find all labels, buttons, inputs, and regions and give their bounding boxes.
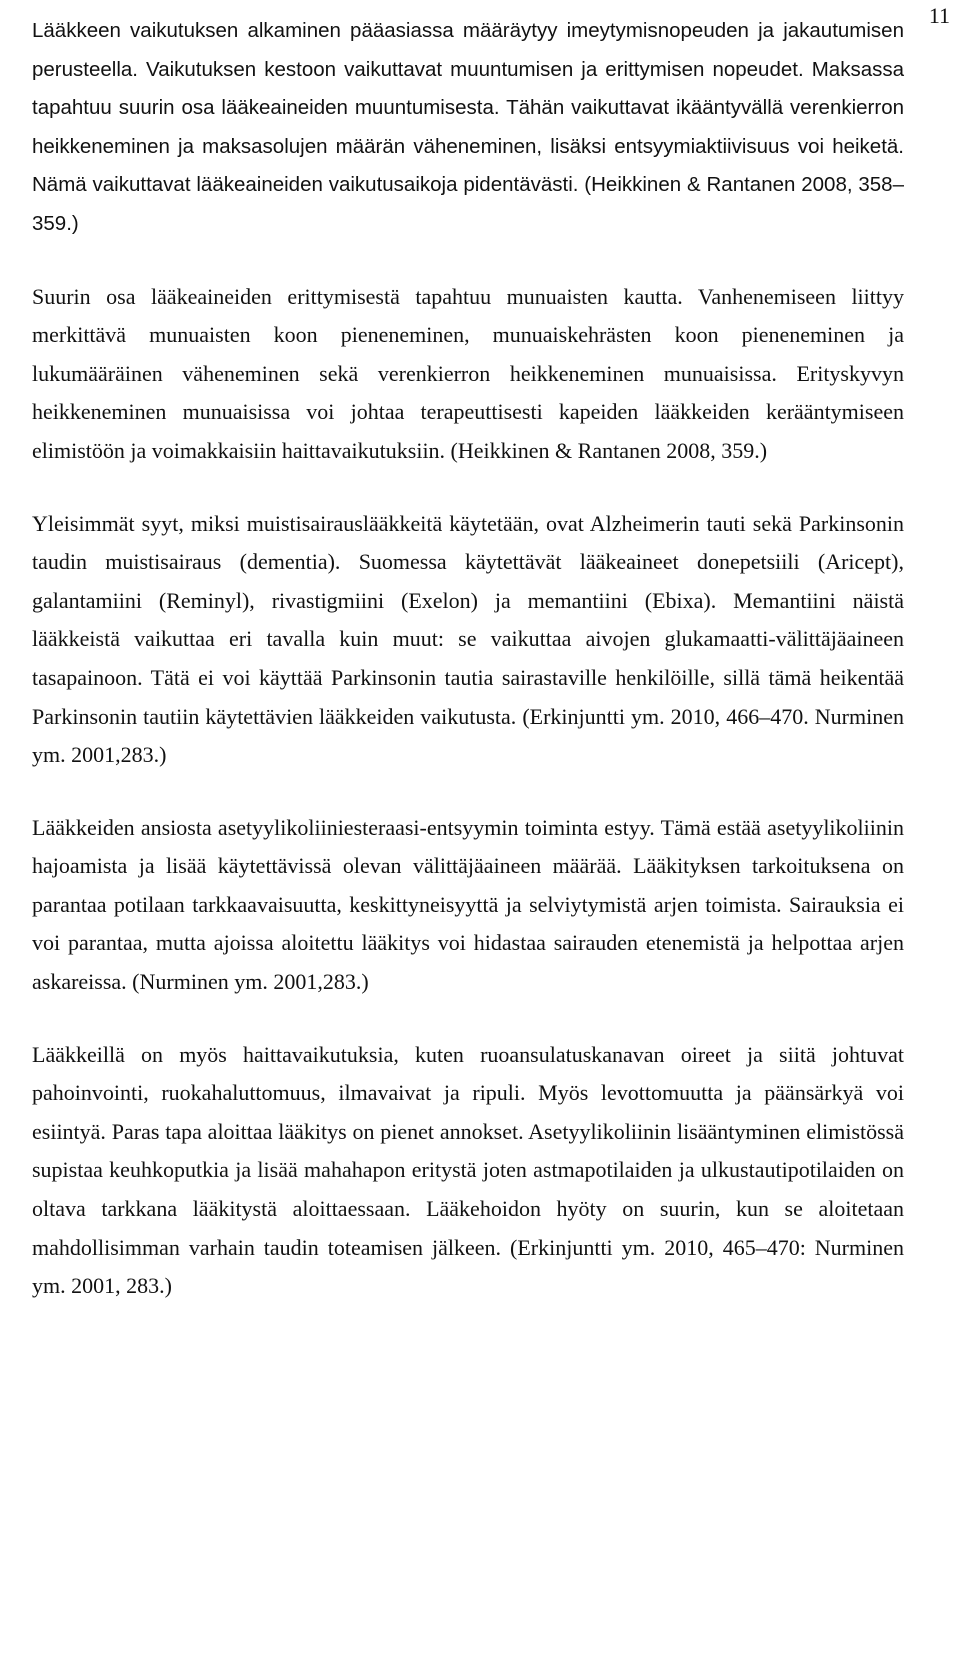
paragraph-side-effects: Lääkkeillä on myös haittavaikutuksia, kuten ruoansulatuskanavan oireet ja siitä johtuvat pahoinvointi, ruokahaluttomuus, ilmavaivat ja ripuli. Myös levottomuutta ja päänsärkyä voi esiintyä. Paras tapa aloittaa lääkitys on pienet annokset. Asetyylikoliinin lisääntyminen elimistössä supistaa keuhkoputkia ja lisää mahahapon eritystä joten astmapotilaiden ja ulkustautipotilaiden on oltava tarkkana lääkitystä aloittaessaan. Lääkehoidon hyöty on suurin, kun se aloitetaan mahdollisimman varhain taudin toteamisen jälkeen. (Erkinjuntti ym. 2010, 465–470: Nurminen ym. 2001, 283.) — [32, 1041, 904, 1299]
page-number: 11 — [928, 3, 950, 28]
document-body — [32, 12, 904, 1340]
paragraph-dementia-medications: Yleisimmät syyt, miksi muistisairauslääkkeitä käytetään, ovat Alzheimerin tauti sekä Parkinsonin taudin muistisairaus (dementia). Suomessa käytettävät lääkeaineet donepetsiili (Aricept), galantamiini (Reminyl), rivastigmiini (Exelon) ja memantiini (Ebixa). Memantiini näistä lääkkeistä vaikuttaa eri tavalla kuin muut: se vaikuttaa aivojen glukamaatti-välittäjäaineen tasapainoon. Tätä ei voi käyttää Parkinsonin tautia sairastaville henkilöille, sillä tämä heikentää Parkinsonin tautiin käytettävien lääkkeiden vaikutusta. (Erkinjuntti ym. 2010, 466–470. Nurminen ym. 2001,283.) — [32, 510, 904, 768]
paragraph-drug-onset: Lääkkeen vaikutuksen alkaminen pääasiassa määräytyy imeytymisnopeuden ja jakautumisen perusteella. Vaikutuksen kestoon vaikuttavat muuntumisen ja erittymisen nopeudet. Maksassa tapahtuu suurin osa lääkeaineiden muuntumisesta. Tähän vaikuttavat ikääntyvällä verenkierron heikkeneminen ja maksasolujen määrän väheneminen, lisäksi entsyymiaktiivisuus voi heiketä. Nämä vaikuttavat lääkeaineiden vaikutusaikoja pidentävästi. (Heikkinen & Rantanen 2008, 358–359.) — [32, 19, 904, 235]
paragraph-kidney-excretion: Suurin osa lääkeaineiden erittymisestä tapahtuu munuaisten kautta. Vanhenemiseen liittyy merkittävä munuaisten koon pieneneminen, munuaiskehrästen koon pieneneminen ja lukumääräinen väheneminen sekä verenkierron heikkeneminen munuaisissa. Erityskyvyn heikkeneminen munuaisissa voi johtaa terapeuttisesti kapeiden lääkkeiden kerääntymiseen elimistöön ja voimakkaisiin haittavaikutuksiin. (Heikkinen & Rantanen 2008, 359.) — [32, 283, 904, 463]
paragraph-enzyme-inhibition: Lääkkeiden ansiosta asetyylikoliiniesteraasi-entsyymin toiminta estyy. Tämä estää asetyylikoliinin hajoamista ja lisää käytettävissä olevan välittäjäaineen määrää. Lääkityksen tarkoituksena on parantaa potilaan tarkkaavaisuutta, keskittyneisyyttä ja selviytymistä arjen toimista. Sairauksia ei voi parantaa, mutta ajoissa aloitettu lääkitys voi hidastaa sairauden etenemistä ja helpottaa arjen askareissa. (Nurminen ym. 2001,283.) — [32, 814, 904, 995]
